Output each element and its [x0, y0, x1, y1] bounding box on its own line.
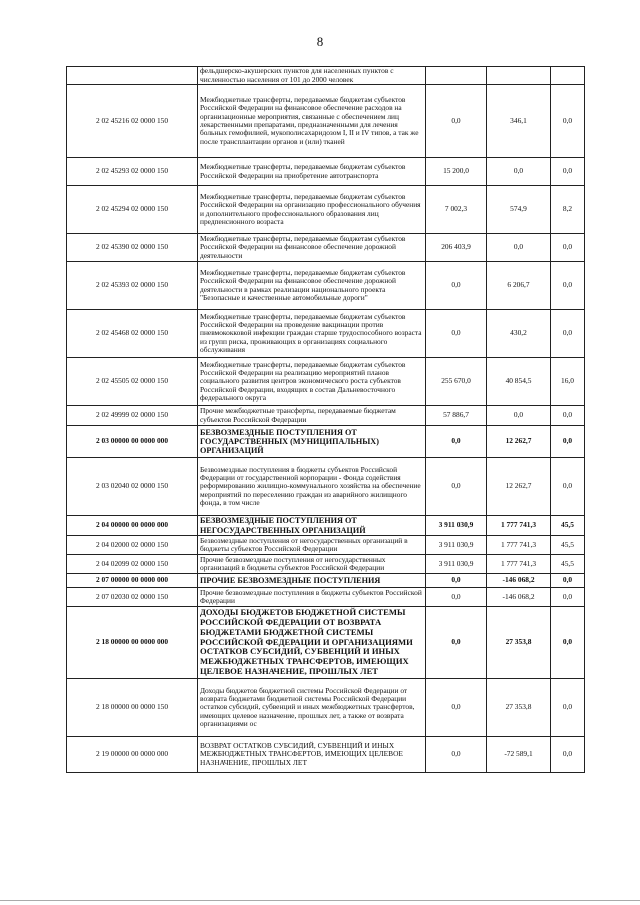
percent-cell: 45,5 — [551, 536, 585, 555]
table-row — [67, 67, 585, 85]
percent-cell: 0,0 — [551, 310, 585, 358]
name-cell: фельдшерско-акушерских пунктов для населенных пунктов с численностью населения от 101 до 2000 человек — [198, 67, 426, 85]
percent-cell: 0,0 — [551, 406, 585, 426]
name-cell: Межбюджетные трансферты, передаваемые бюджетам субъектов Российской Федерации на проведение вакцинации против пневмококковой инфекции граждан старше трудоспособного возраста из групп риска, проживающих в организациях социального обслуживания — [198, 310, 426, 358]
code-cell: 2 19 00000 00 0000 000 — [67, 737, 198, 773]
code-cell: 2 07 00000 00 0000 000 — [67, 574, 198, 588]
code-cell: 2 02 49999 02 0000 150 — [67, 406, 198, 426]
name-cell: Межбюджетные трансферты, передаваемые бюджетам субъектов Российской Федерации на приобретение автотранспорта — [198, 158, 426, 186]
approved-plan-cell: 0,0 — [426, 607, 487, 679]
name-cell: Безвозмездные поступления от негосударственных организаций в бюджеты субъектов Российской Федерации — [198, 536, 426, 555]
percent-cell — [551, 67, 585, 85]
table-row — [67, 426, 585, 458]
code-cell: 2 18 00000 00 0000 150 — [67, 679, 198, 737]
code-cell: 2 02 45216 02 0000 150 — [67, 85, 198, 158]
page-bottom-edge — [0, 900, 640, 901]
table-row — [67, 158, 585, 186]
approved-plan-cell: 3 911 030,9 — [426, 516, 487, 536]
table-row — [67, 516, 585, 536]
approved-plan-cell: 0,0 — [426, 679, 487, 737]
percent-cell: 45,5 — [551, 516, 585, 536]
table-row — [67, 607, 585, 679]
execution-cell: 40 854,5 — [487, 358, 551, 406]
approved-plan-cell — [426, 67, 487, 85]
name-cell: Прочие межбюджетные трансферты, передаваемые бюджетам субъектов Российской Федерации — [198, 406, 426, 426]
approved-plan-cell: 3 911 030,9 — [426, 536, 487, 555]
name-cell: Безвозмездные поступления в бюджеты субъектов Российской Федерации от государственной корпорации - Фонда содействия реформированию жилищно-коммунального хозяйства на обеспечение мероприятий по переселению граждан из аварийного жилищного фонда, в том числе — [198, 458, 426, 516]
approved-plan-cell: 0,0 — [426, 85, 487, 158]
percent-cell: 0,0 — [551, 679, 585, 737]
execution-cell: 0,0 — [487, 158, 551, 186]
approved-plan-cell: 0,0 — [426, 588, 487, 607]
percent-cell: 0,0 — [551, 737, 585, 773]
percent-cell: 0,0 — [551, 574, 585, 588]
execution-cell: 12 262,7 — [487, 426, 551, 458]
execution-cell: 1 777 741,3 — [487, 516, 551, 536]
code-cell: 2 03 02040 02 0000 150 — [67, 458, 198, 516]
table-row — [67, 85, 585, 158]
execution-cell: 0,0 — [487, 406, 551, 426]
code-cell: 2 04 00000 00 0000 000 — [67, 516, 198, 536]
table-row — [67, 310, 585, 358]
approved-plan-cell: 0,0 — [426, 458, 487, 516]
name-cell: ПРОЧИЕ БЕЗВОЗМЕЗДНЫЕ ПОСТУПЛЕНИЯ — [198, 574, 426, 588]
name-cell: Прочие безвозмездные поступления от негосударственных организаций в бюджеты субъектов Российской Федерации — [198, 555, 426, 574]
table-row — [67, 358, 585, 406]
name-cell: БЕЗВОЗМЕЗДНЫЕ ПОСТУПЛЕНИЯ ОТ НЕГОСУДАРСТВЕННЫХ ОРГАНИЗАЦИЙ — [198, 516, 426, 536]
execution-cell: 0,0 — [487, 234, 551, 262]
approved-plan-cell: 0,0 — [426, 426, 487, 458]
percent-cell: 0,0 — [551, 85, 585, 158]
code-cell: 2 02 45505 02 0000 150 — [67, 358, 198, 406]
name-cell: Межбюджетные трансферты, передаваемые бюджетам субъектов Российской Федерации на организацию профессионального обучения и дополнительного профессионального образования лиц предпенсионного возраста — [198, 186, 426, 234]
execution-cell — [487, 67, 551, 85]
code-cell: 2 18 00000 00 0000 000 — [67, 607, 198, 679]
approved-plan-cell: 206 403,9 — [426, 234, 487, 262]
execution-cell: 27 353,8 — [487, 679, 551, 737]
execution-cell: 346,1 — [487, 85, 551, 158]
percent-cell: 0,0 — [551, 458, 585, 516]
code-cell: 2 02 45468 02 0000 150 — [67, 310, 198, 358]
budget-table — [66, 66, 585, 773]
approved-plan-cell: 0,0 — [426, 574, 487, 588]
code-cell: 2 02 45393 02 0000 150 — [67, 262, 198, 310]
execution-cell: 1 777 741,3 — [487, 536, 551, 555]
name-cell: БЕЗВОЗМЕЗДНЫЕ ПОСТУПЛЕНИЯ ОТ ГОСУДАРСТВЕННЫХ (МУНИЦИПАЛЬНЫХ) ОРГАНИЗАЦИЙ — [198, 426, 426, 458]
execution-cell: -72 589,1 — [487, 737, 551, 773]
table-row — [67, 406, 585, 426]
percent-cell: 16,0 — [551, 358, 585, 406]
approved-plan-cell: 0,0 — [426, 310, 487, 358]
execution-cell: -146 068,2 — [487, 574, 551, 588]
table-row — [67, 458, 585, 516]
table-row — [67, 186, 585, 234]
approved-plan-cell: 0,0 — [426, 737, 487, 773]
name-cell: Прочие безвозмездные поступления в бюджеты субъектов Российской Федерации — [198, 588, 426, 607]
percent-cell: 0,0 — [551, 158, 585, 186]
approved-plan-cell: 3 911 030,9 — [426, 555, 487, 574]
approved-plan-cell: 0,0 — [426, 262, 487, 310]
name-cell: Межбюджетные трансферты, передаваемые бюджетам субъектов Российской Федерации на финансовое обеспечение дорожной деятельности в рамках реализации национального проекта "Безопасные и качественные автомобильные дороги" — [198, 262, 426, 310]
code-cell: 2 04 02099 02 0000 150 — [67, 555, 198, 574]
table-row — [67, 234, 585, 262]
code-cell: 2 04 02000 02 0000 150 — [67, 536, 198, 555]
percent-cell: 0,0 — [551, 607, 585, 679]
name-cell: ДОХОДЫ БЮДЖЕТОВ БЮДЖЕТНОЙ СИСТЕМЫ РОССИЙСКОЙ ФЕДЕРАЦИИ ОТ ВОЗВРАТА БЮДЖЕТАМИ БЮДЖЕТНОЙ СИСТЕМЫ РОССИЙСКОЙ ФЕДЕРАЦИИ И ОРГАНИЗАЦИЯМИ ОСТАТКОВ СУБСИДИЙ, СУБВЕНЦИЙ И ИНЫХ МЕЖБЮДЖЕТНЫХ ТРАНСФЕРТОВ, ИМЕЮЩИХ ЦЕЛЕВОЕ НАЗНАЧЕНИЕ, ПРОШЛЫХ ЛЕТ — [198, 607, 426, 679]
percent-cell: 0,0 — [551, 234, 585, 262]
table-row — [67, 555, 585, 574]
execution-cell: 6 206,7 — [487, 262, 551, 310]
execution-cell: 27 353,8 — [487, 607, 551, 679]
percent-cell: 0,0 — [551, 426, 585, 458]
percent-cell: 0,0 — [551, 588, 585, 607]
code-cell: 2 02 45390 02 0000 150 — [67, 234, 198, 262]
name-cell: Межбюджетные трансферты, передаваемые бюджетам субъектов Российской Федерации на финансовое обеспечение дорожной деятельности — [198, 234, 426, 262]
name-cell: Межбюджетные трансферты, передаваемые бюджетам субъектов Российской Федерации на реализацию мероприятий планов социального развития центров экономического роста субъектов Российской Федерации, входящих в состав Дальневосточного федерального округа — [198, 358, 426, 406]
page-number: 8 — [316, 34, 324, 49]
execution-cell: -146 068,2 — [487, 588, 551, 607]
approved-plan-cell: 7 002,3 — [426, 186, 487, 234]
approved-plan-cell: 255 670,0 — [426, 358, 487, 406]
percent-cell: 0,0 — [551, 262, 585, 310]
name-cell: Доходы бюджетов бюджетной системы Российской Федерации от возврата бюджетами бюджетной системы Российской Федерации остатков субсидий, субвенций и иных межбюджетных трансфертов, имеющих целевое назначение, прошлых лет, а также от возврата организациями ос — [198, 679, 426, 737]
execution-cell: 12 262,7 — [487, 458, 551, 516]
code-cell: 2 02 45293 02 0000 150 — [67, 158, 198, 186]
table-row — [67, 574, 585, 588]
budget-table-body — [67, 67, 585, 773]
code-cell — [67, 67, 198, 85]
execution-cell: 574,9 — [487, 186, 551, 234]
table-row — [67, 737, 585, 773]
table-row — [67, 588, 585, 607]
approved-plan-cell: 15 200,0 — [426, 158, 487, 186]
code-cell: 2 07 02030 02 0000 150 — [67, 588, 198, 607]
table-row — [67, 262, 585, 310]
name-cell: ВОЗВРАТ ОСТАТКОВ СУБСИДИЙ, СУБВЕНЦИЙ И ИНЫХ МЕЖБЮДЖЕТНЫХ ТРАНСФЕРТОВ, ИМЕЮЩИХ ЦЕЛЕВОЕ НАЗНАЧЕНИЕ, ПРОШЛЫХ ЛЕТ — [198, 737, 426, 773]
approved-plan-cell: 57 886,7 — [426, 406, 487, 426]
execution-cell: 430,2 — [487, 310, 551, 358]
table-row — [67, 536, 585, 555]
percent-cell: 8,2 — [551, 186, 585, 234]
percent-cell: 45,5 — [551, 555, 585, 574]
code-cell: 2 03 00000 00 0000 000 — [67, 426, 198, 458]
code-cell: 2 02 45294 02 0000 150 — [67, 186, 198, 234]
name-cell: Межбюджетные трансферты, передаваемые бюджетам субъектов Российской Федерации на финансовое обеспечение расходов на организационные мероприятия, связанные с обеспечением лиц лекарственными препаратами, предназначенными для лечения больных гемофилией, мукополисахаридозом I, II и IV типов, а так же после трансплантации органов и (или) тканей — [198, 85, 426, 158]
execution-cell: 1 777 741,3 — [487, 555, 551, 574]
table-row — [67, 679, 585, 737]
